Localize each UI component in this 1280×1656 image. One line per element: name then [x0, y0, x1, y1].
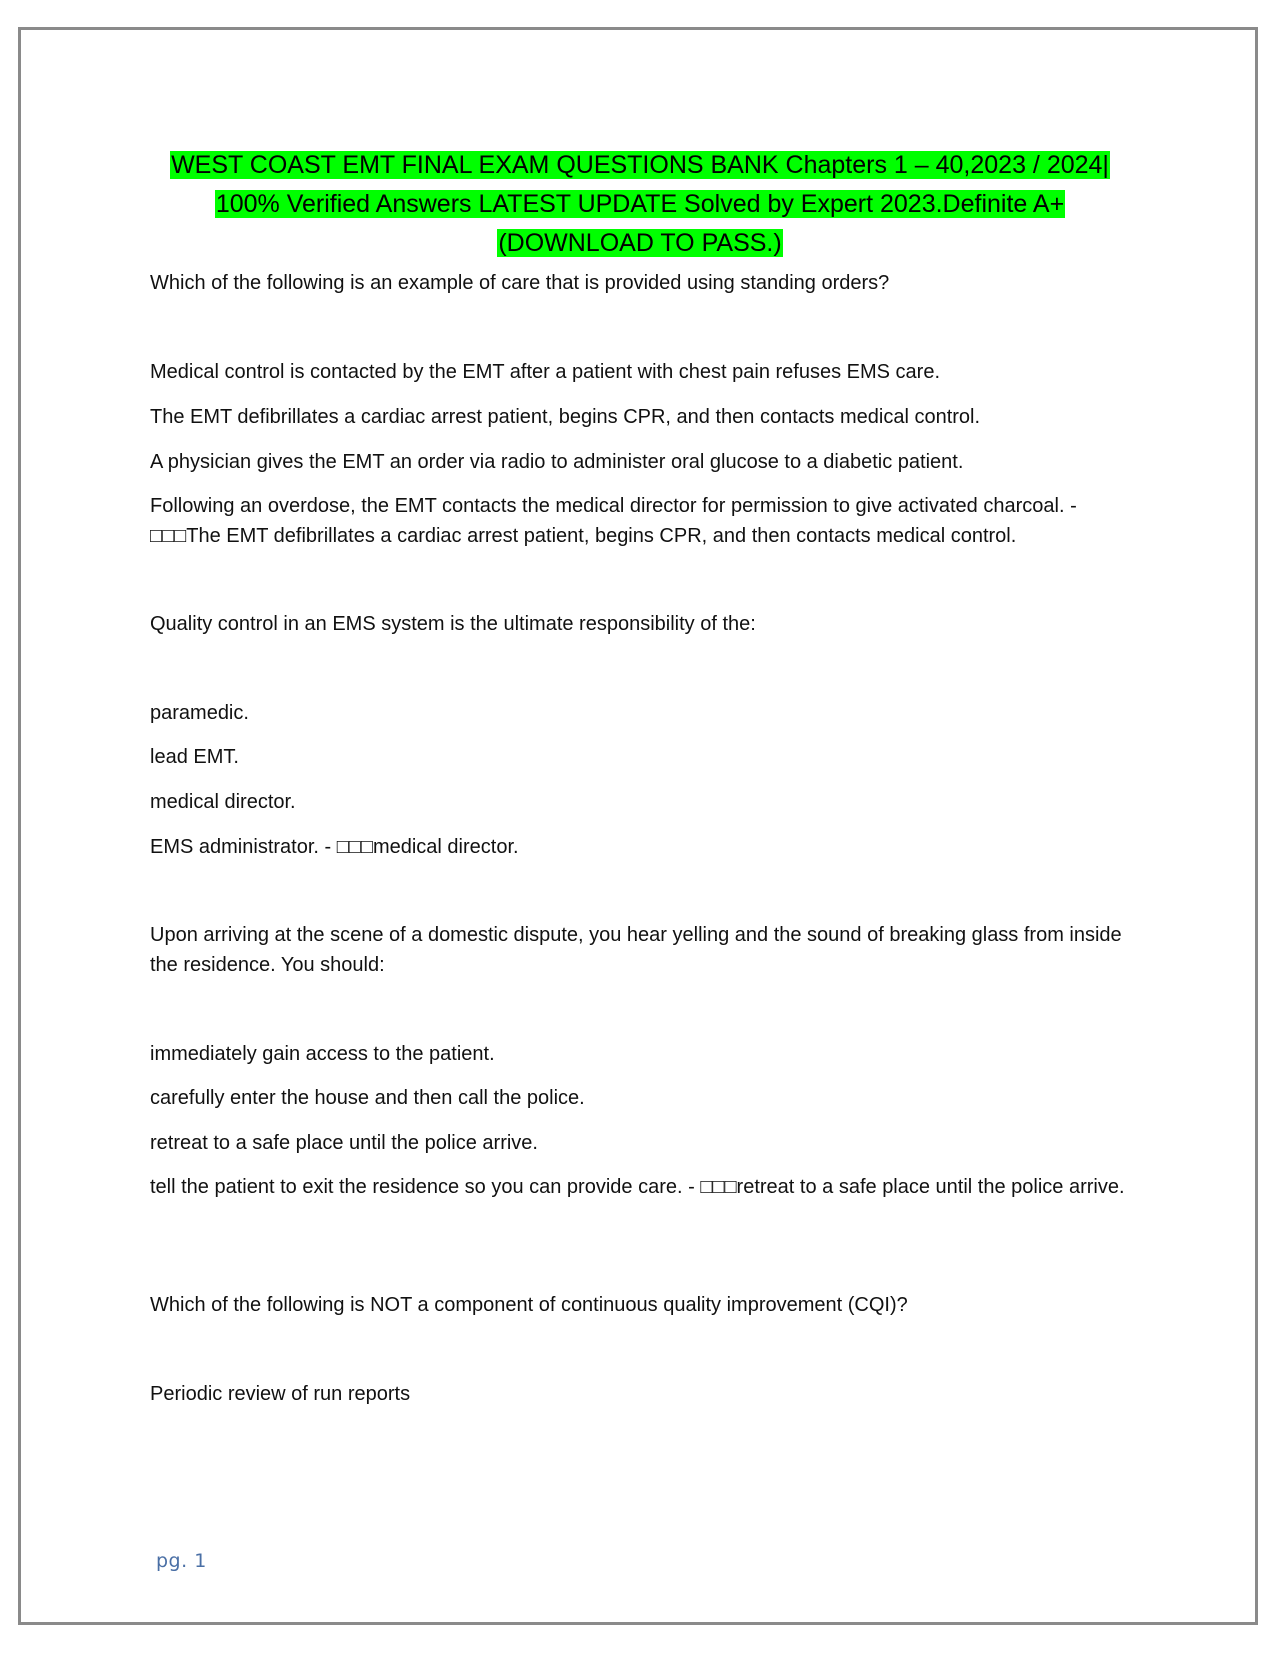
- question-2-option: paramedic.: [150, 702, 249, 724]
- question-3-option: carefully enter the house and then call the police.: [150, 1087, 585, 1109]
- page-number: pg. 1: [156, 1550, 207, 1572]
- title-line-2: 100% Verified Answers LATEST UPDATE Solved by Expert 2023.Definite A+: [215, 190, 1065, 218]
- question-4: Which of the following is NOT a component of continuous quality improvement (CQI)?: [150, 1294, 908, 1316]
- question-4-option: Periodic review of run reports: [150, 1383, 411, 1405]
- question-2-option-answer: EMS administrator. - □□□medical director.: [150, 836, 519, 858]
- question-3: Upon arriving at the scene of a domestic dispute, you hear yelling and the sound of breaking glass from inside the residence. You should:: [150, 924, 1122, 976]
- question-2: Quality control in an EMS system is the ultimate responsibility of the:: [150, 613, 756, 635]
- question-1-option: The EMT defibrillates a cardiac arrest patient, begins CPR, and then contacts medical control.: [150, 406, 981, 428]
- question-2-option: medical director.: [150, 791, 296, 813]
- question-3-option-answer: tell the patient to exit the residence so you can provide care. - □□□retreat to a safe place until the police arrive.: [150, 1176, 1125, 1198]
- question-1-option-answer: Following an overdose, the EMT contacts the medical director for permission to give activated charcoal. - □□□The EMT defibrillates a cardiac arrest patient, begins CPR, and then contacts medical control.: [150, 495, 1077, 547]
- question-1: Which of the following is an example of care that is provided using standing orders?: [150, 272, 890, 294]
- question-2-option: lead EMT.: [150, 746, 239, 768]
- question-3-option: immediately gain access to the patient.: [150, 1043, 495, 1065]
- question-1-option: A physician gives the EMT an order via radio to administer oral glucose to a diabetic patient.: [150, 451, 964, 473]
- question-1-option: Medical control is contacted by the EMT after a patient with chest pain refuses EMS care.: [150, 361, 941, 383]
- document-title: [150, 146, 1130, 263]
- question-3-option: retreat to a safe place until the police arrive.: [150, 1132, 538, 1154]
- title-line-3: (DOWNLOAD TO PASS.): [498, 229, 782, 257]
- title-line-1: WEST COAST EMT FINAL EXAM QUESTIONS BANK Chapters 1 – 40,2023 / 2024|: [171, 151, 1109, 179]
